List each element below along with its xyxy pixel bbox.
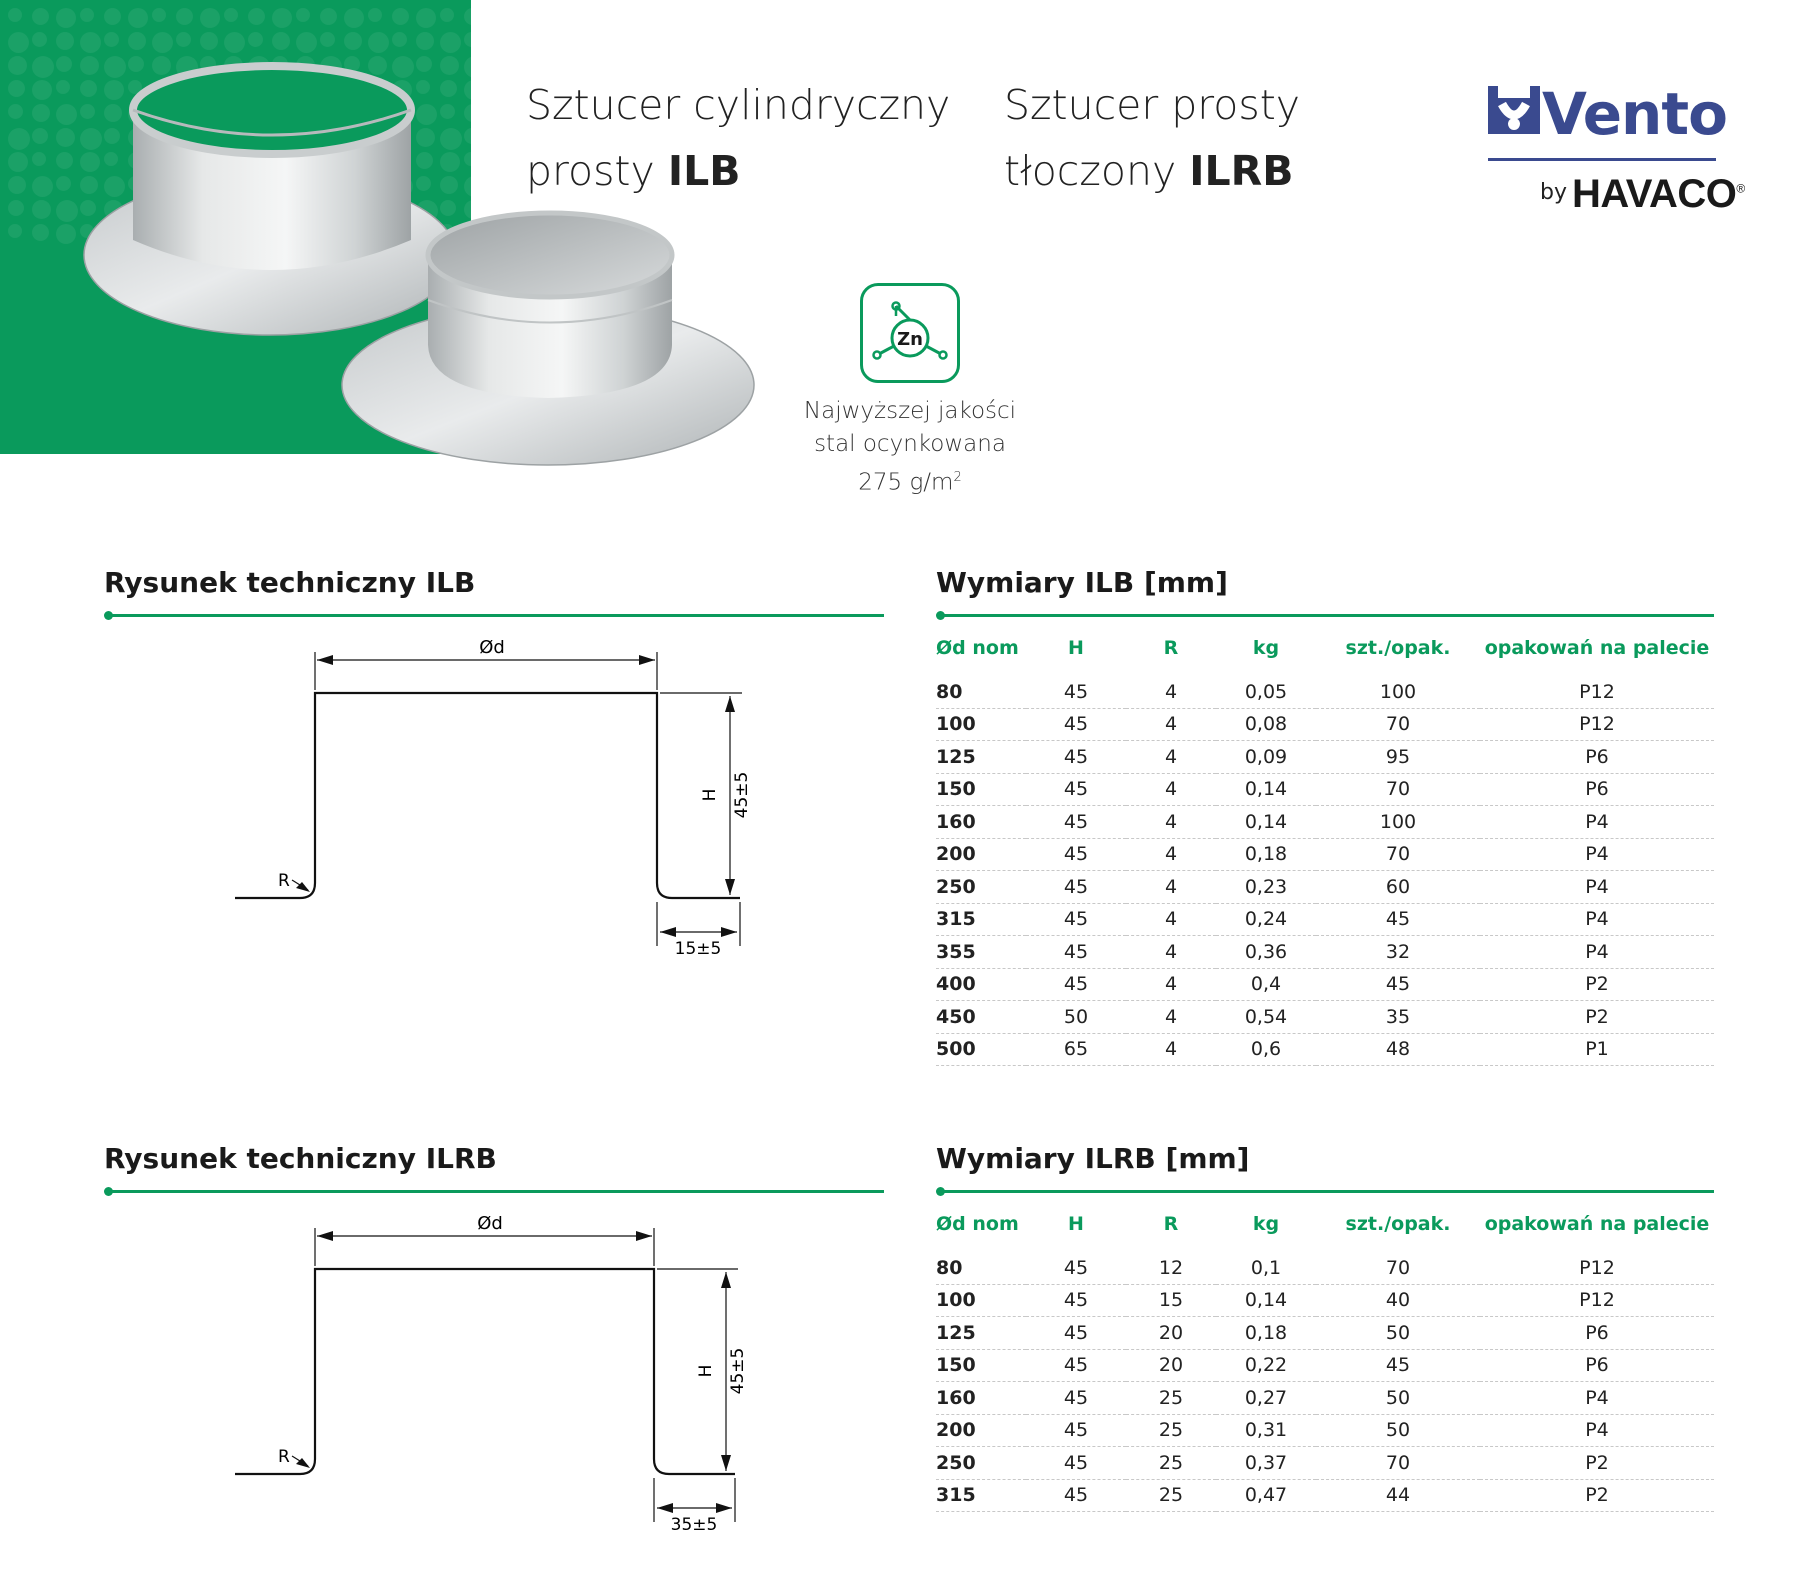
table-cell: 4 <box>1126 871 1216 904</box>
table-cell: 125 <box>936 1317 1026 1350</box>
ilrb-table-header <box>936 1204 1714 1244</box>
table-cell: 200 <box>936 838 1026 871</box>
table-cell: 0,05 <box>1216 676 1316 708</box>
ilrb-drawing-title: Rysunek techniczny ILRB <box>104 1142 497 1175</box>
zinc-caption-line3 <box>780 461 1040 500</box>
table-row <box>936 1284 1714 1317</box>
table-cell: 45 <box>1026 1479 1126 1512</box>
logo-rule <box>1488 158 1716 161</box>
table-cell: 4 <box>1126 936 1216 969</box>
table-cell: 0,09 <box>1216 741 1316 774</box>
table-cell: 100 <box>1316 806 1480 839</box>
ilb-technical-drawing <box>220 640 780 970</box>
table-cell: 70 <box>1316 838 1480 871</box>
table-cell: P6 <box>1480 773 1714 806</box>
table-cell: 0,14 <box>1216 773 1316 806</box>
ilb-flange-dimension: 15±5 <box>674 939 722 959</box>
zinc-molecule-icon <box>863 286 957 380</box>
ilrb-product-title <box>1004 72 1300 204</box>
table-cell: 4 <box>1126 806 1216 839</box>
table-cell: P6 <box>1480 741 1714 774</box>
table-row <box>936 1382 1714 1415</box>
ilb-drawing-title: Rysunek techniczny ILB <box>104 566 476 599</box>
table-cell: 45 <box>1026 1414 1126 1447</box>
table-cell: P4 <box>1480 838 1714 871</box>
table-cell: P1 <box>1480 1033 1714 1066</box>
table-row <box>936 741 1714 774</box>
table-cell: 45 <box>1026 936 1126 969</box>
zinc-caption-line1: Najwyższej jakości <box>803 398 1017 424</box>
table-cell: 0,1 <box>1216 1252 1316 1284</box>
table-cell: 0,08 <box>1216 708 1316 741</box>
table-cell: 500 <box>936 1033 1026 1066</box>
table-cell: 35 <box>1316 1001 1480 1034</box>
ilb-col-header: R <box>1163 637 1179 659</box>
table-cell: 4 <box>1126 708 1216 741</box>
table-cell: 45 <box>1026 1284 1126 1317</box>
ilb-table-title: Wymiary ILB [mm] <box>936 566 1228 599</box>
table-spacer <box>936 1244 1714 1252</box>
ilb-col-header: kg <box>1252 637 1280 659</box>
table-cell: 50 <box>1316 1382 1480 1415</box>
ilrb-diameter-label: Ød <box>477 1216 503 1234</box>
ilrb-flange-dimension: 35±5 <box>670 1515 718 1535</box>
table-cell: 0,54 <box>1216 1001 1316 1034</box>
table-cell: 45 <box>1026 1447 1126 1480</box>
table-cell: 45 <box>1026 741 1126 774</box>
table-row <box>936 838 1714 871</box>
ilb-title-prefix: prosty <box>526 147 668 195</box>
table-cell: 0,6 <box>1216 1033 1316 1066</box>
ilrb-radius-label: R <box>278 1447 290 1467</box>
table-cell: 80 <box>936 676 1026 708</box>
table-cell: 4 <box>1126 741 1216 774</box>
table-cell: 125 <box>936 741 1026 774</box>
table-cell: 60 <box>1316 871 1480 904</box>
zinc-caption-weight: 275 g/m <box>858 469 954 496</box>
table-cell: 45 <box>1316 968 1480 1001</box>
table-cell: 40 <box>1316 1284 1480 1317</box>
ilrb-table-rule <box>940 1190 1714 1193</box>
table-cell: 200 <box>936 1414 1026 1447</box>
ilrb-title-prefix: tłoczony <box>1004 147 1190 195</box>
table-cell: P2 <box>1480 1447 1714 1480</box>
table-cell: 0,22 <box>1216 1349 1316 1382</box>
table-cell: 4 <box>1126 903 1216 936</box>
table-row <box>936 1414 1714 1447</box>
ilb-col-header: szt./opak. <box>1345 637 1451 659</box>
table-cell: 150 <box>936 1349 1026 1382</box>
table-row <box>936 1349 1714 1382</box>
table-row <box>936 1479 1714 1512</box>
ilrb-table-body <box>936 1244 1714 1512</box>
ilb-title-code: ILB <box>667 147 741 195</box>
table-cell: 70 <box>1316 1447 1480 1480</box>
table-cell: P2 <box>1480 1479 1714 1512</box>
table-cell: P4 <box>1480 903 1714 936</box>
table-cell: 45 <box>1026 806 1126 839</box>
table-row <box>936 1252 1714 1284</box>
table-cell: 15 <box>1126 1284 1216 1317</box>
table-cell: 45 <box>1026 968 1126 1001</box>
ilrb-dimensions-table <box>936 1204 1714 1512</box>
table-cell: 0,23 <box>1216 871 1316 904</box>
table-cell: 0,18 <box>1216 838 1316 871</box>
table-cell: 25 <box>1126 1414 1216 1447</box>
table-row <box>936 903 1714 936</box>
table-cell: 0,31 <box>1216 1414 1316 1447</box>
table-cell: 0,14 <box>1216 1284 1316 1317</box>
table-cell: 45 <box>1026 1317 1126 1350</box>
table-cell: 0,47 <box>1216 1479 1316 1512</box>
table-cell: 45 <box>1026 871 1126 904</box>
table-cell: 48 <box>1316 1033 1480 1066</box>
ilb-dimensions-table <box>936 628 1714 1066</box>
table-cell: 250 <box>936 1447 1026 1480</box>
table-cell: 20 <box>1126 1317 1216 1350</box>
table-cell: 355 <box>936 936 1026 969</box>
table-cell: 25 <box>1126 1382 1216 1415</box>
table-cell: 45 <box>1026 1349 1126 1382</box>
ilrb-height-label: H <box>696 1364 716 1378</box>
table-cell: 4 <box>1126 838 1216 871</box>
ilb-table-rule <box>940 614 1714 617</box>
ilb-diameter-label: Ød <box>479 640 505 658</box>
ilb-table-header <box>936 628 1714 668</box>
table-cell: P4 <box>1480 871 1714 904</box>
table-row <box>936 968 1714 1001</box>
table-cell: P2 <box>1480 1001 1714 1034</box>
zinc-badge <box>860 283 960 383</box>
table-cell: 65 <box>1026 1033 1126 1066</box>
zinc-symbol: Zn <box>897 329 923 350</box>
table-cell: 450 <box>936 1001 1026 1034</box>
zinc-caption <box>780 395 1040 500</box>
ilrb-col-header: Ød nom <box>936 1213 1019 1235</box>
ilrb-drawing-rule <box>108 1190 884 1193</box>
table-cell: 70 <box>1316 1252 1480 1284</box>
vento-logo-mark-icon <box>1488 84 1540 136</box>
table-cell: 250 <box>936 871 1026 904</box>
table-cell: 45 <box>1026 676 1126 708</box>
table-cell: 0,4 <box>1216 968 1316 1001</box>
table-row <box>936 708 1714 741</box>
ilrb-col-header: H <box>1068 1213 1084 1235</box>
ilb-title-line2 <box>526 138 950 204</box>
table-row <box>936 773 1714 806</box>
table-cell: 0,14 <box>1216 806 1316 839</box>
ilrb-table-title: Wymiary ILRB [mm] <box>936 1142 1250 1175</box>
vento-brand: Vento <box>1542 80 1727 148</box>
table-cell: P12 <box>1480 676 1714 708</box>
table-spacer <box>936 668 1714 676</box>
table-row <box>936 1001 1714 1034</box>
table-cell: 0,36 <box>1216 936 1316 969</box>
ilrb-height-dimension: 45±5 <box>728 1347 748 1395</box>
table-cell: 0,27 <box>1216 1382 1316 1415</box>
table-cell: 45 <box>1026 903 1126 936</box>
ilrb-title-line1: Sztucer prosty <box>1004 81 1301 129</box>
table-cell: 45 <box>1026 773 1126 806</box>
table-cell: 70 <box>1316 708 1480 741</box>
table-cell: P4 <box>1480 1382 1714 1415</box>
table-cell: 50 <box>1316 1317 1480 1350</box>
table-cell: 160 <box>936 806 1026 839</box>
ilb-radius-label: R <box>278 871 290 891</box>
table-cell: 50 <box>1026 1001 1126 1034</box>
table-cell: 80 <box>936 1252 1026 1284</box>
table-row <box>936 1447 1714 1480</box>
havaco-brand <box>1572 172 1745 217</box>
table-cell: P12 <box>1480 708 1714 741</box>
table-cell: P12 <box>1480 1252 1714 1284</box>
ilb-height-label: H <box>700 788 720 802</box>
table-cell: 32 <box>1316 936 1480 969</box>
registered-mark: ® <box>1736 181 1745 196</box>
table-cell: 45 <box>1026 1382 1126 1415</box>
table-row <box>936 936 1714 969</box>
table-row <box>936 676 1714 708</box>
table-cell: P6 <box>1480 1317 1714 1350</box>
zinc-caption-sup: 2 <box>953 470 962 485</box>
vento-havaco-logo <box>1488 80 1745 224</box>
table-cell: 100 <box>1316 676 1480 708</box>
table-cell: 4 <box>1126 676 1216 708</box>
table-cell: 45 <box>1026 1252 1126 1284</box>
table-cell: 315 <box>936 1479 1026 1512</box>
ilb-col-header: H <box>1068 637 1084 659</box>
table-row <box>936 1033 1714 1066</box>
ilb-col-header: Ød nom <box>936 637 1019 659</box>
table-cell: 12 <box>1126 1252 1216 1284</box>
ilb-col-header: opakowań na palecie <box>1484 637 1710 659</box>
ilrb-col-header: R <box>1163 1213 1179 1235</box>
table-cell: P4 <box>1480 1414 1714 1447</box>
table-cell: P6 <box>1480 1349 1714 1382</box>
table-cell: P12 <box>1480 1284 1714 1317</box>
table-cell: 25 <box>1126 1447 1216 1480</box>
ilrb-col-header: kg <box>1252 1213 1280 1235</box>
table-cell: 400 <box>936 968 1026 1001</box>
table-cell: 315 <box>936 903 1026 936</box>
table-cell: P4 <box>1480 806 1714 839</box>
table-cell: 25 <box>1126 1479 1216 1512</box>
ilb-product-title <box>526 72 950 204</box>
table-cell: P2 <box>1480 968 1714 1001</box>
table-row <box>936 871 1714 904</box>
table-cell: 100 <box>936 1284 1026 1317</box>
table-cell: 0,24 <box>1216 903 1316 936</box>
table-cell: 150 <box>936 773 1026 806</box>
table-cell: 70 <box>1316 773 1480 806</box>
table-cell: 95 <box>1316 741 1480 774</box>
ilrb-technical-drawing <box>220 1216 780 1546</box>
table-cell: 100 <box>936 708 1026 741</box>
table-cell: 4 <box>1126 968 1216 1001</box>
zinc-caption-line2: stal ocynkowana <box>814 431 1006 457</box>
table-cell: 45 <box>1316 1349 1480 1382</box>
table-cell: 4 <box>1126 773 1216 806</box>
ilb-table-body <box>936 668 1714 1066</box>
table-cell: 50 <box>1316 1414 1480 1447</box>
table-cell: 4 <box>1126 1033 1216 1066</box>
table-cell: 160 <box>936 1382 1026 1415</box>
table-cell: 45 <box>1026 708 1126 741</box>
table-cell: 4 <box>1126 1001 1216 1034</box>
table-cell: P4 <box>1480 936 1714 969</box>
table-row <box>936 1317 1714 1350</box>
havaco-text: HAVACO <box>1572 172 1737 216</box>
ilb-drawing-rule <box>108 614 884 617</box>
table-cell: 20 <box>1126 1349 1216 1382</box>
table-cell: 45 <box>1316 903 1480 936</box>
ilb-title-line1: Sztucer cylindryczny <box>526 81 951 129</box>
table-cell: 0,18 <box>1216 1317 1316 1350</box>
logo-by: by <box>1540 180 1567 205</box>
ilb-height-dimension: 45±5 <box>732 771 752 819</box>
ilrb-title-line2 <box>1004 138 1300 204</box>
table-cell: 45 <box>1026 838 1126 871</box>
ilrb-col-header: opakowań na palecie <box>1484 1213 1710 1235</box>
table-row <box>936 806 1714 839</box>
table-cell: 44 <box>1316 1479 1480 1512</box>
table-cell: 0,37 <box>1216 1447 1316 1480</box>
ilrb-col-header: szt./opak. <box>1345 1213 1451 1235</box>
ilrb-title-code: ILRB <box>1189 147 1294 195</box>
